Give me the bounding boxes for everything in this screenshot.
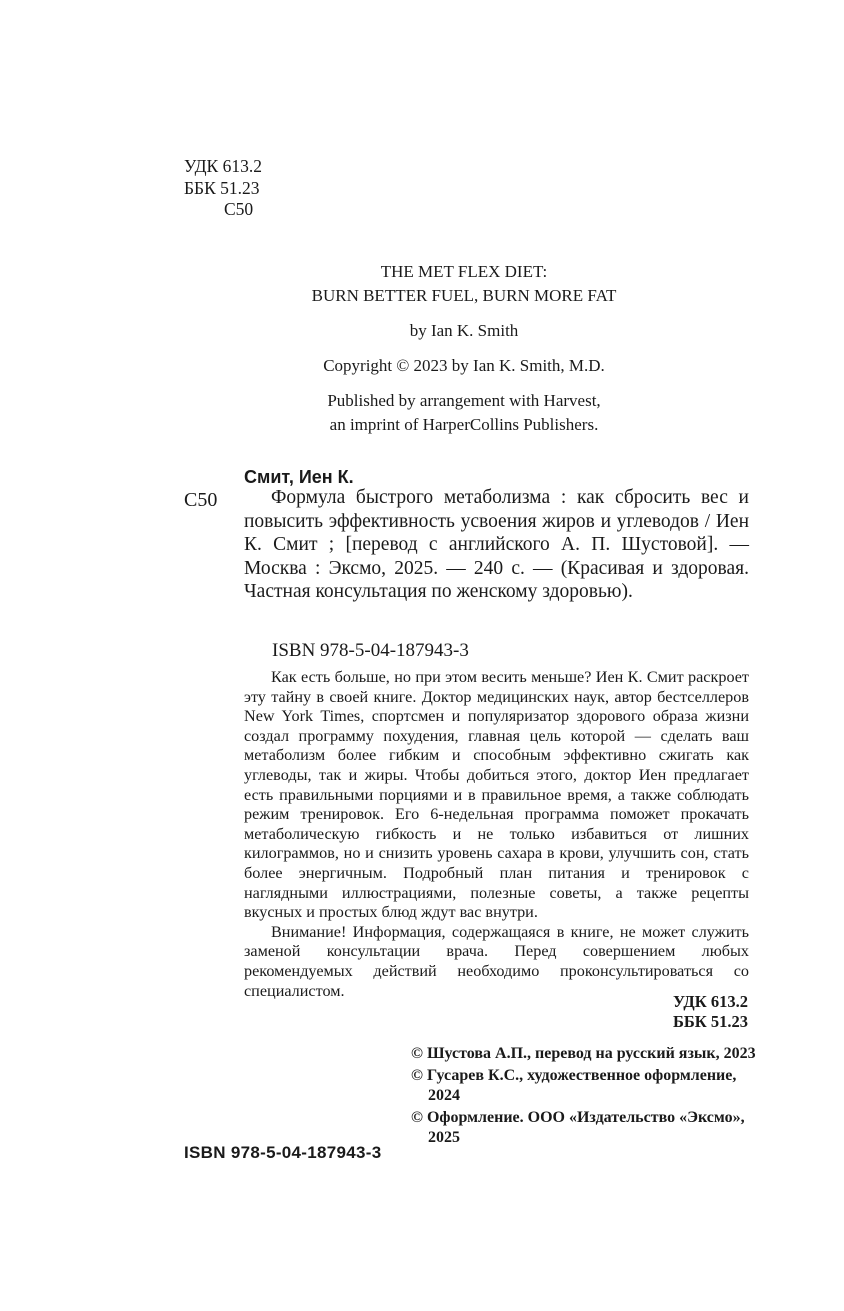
published-line2: an imprint of HarperCollins Publishers.: [329, 415, 599, 434]
original-title-line1: THE MET FLEX DIET:: [380, 262, 548, 281]
bib-description: Формула быстрого метаболизма : как сбросить вес и повысить эффективность усвоения жиров и углеводов / Иен К. Смит ; [перевод с английского А. П. Шустовой]. — Москва : Эксмо, 2025. — 240 с. — (Красивая и здоровая. Частная консультация по женскому здоровью).: [244, 487, 749, 602]
copyright-translation: © Шустова А.П., перевод на русский язык, 2023: [411, 1045, 756, 1062]
original-copyright: Copyright © 2023 by Ian K. Smith, M.D.: [323, 356, 605, 375]
bottom-bbk-code: ББК 51.23: [672, 1012, 748, 1031]
bbk-code: ББК 51.23: [184, 177, 260, 198]
author-mark-code: С50: [224, 199, 254, 219]
annotation-paragraph: Как есть больше, но при этом весить меньше? Иен К. Смит раскроет эту тайну в своей книге. Доктор медицинских наук, автор бестселлеров New York Times, спортсмен и популяризатор здорового образа жизни создал программу похудения, главная цель которой — сделать ваш метаболизм более гибким и способным эффективно сжигать как углеводы, так и жиры. Чтобы добиться этого, доктор Иен предлагает есть правильными порциями и в правильное время, а также соблюдать режим тренировок. Его 6-недельная программа поможет прокачать метаболическую гибкость и не только избавиться от лишних килограммов, но и снизить уровень сахара в крови, улучшить сон, стать более энергичным. Подробный план питания и тренировок с наглядными иллюстрациями, полезные советы, а также рецепты вкусных и простых блюд ждут вас внутри.: [244, 668, 749, 922]
bib-isbn: ISBN 978-5-04-187943-3: [272, 640, 469, 661]
copyright-notices: [411, 1044, 771, 1150]
bib-author-mark: С50: [184, 489, 218, 511]
original-byline: by Ian K. Smith: [409, 321, 519, 340]
isbn-footer: ISBN 978-5-04-187943-3: [184, 1143, 382, 1162]
original-title-line2: BURN BETTER FUEL, BURN MORE FAT: [311, 286, 617, 305]
original-edition-info: [244, 260, 684, 437]
bottom-udk-code: УДК 613.2: [672, 992, 748, 1011]
copyright-art-design: © Гусарев К.С., художественное оформление, 2024: [411, 1067, 737, 1104]
published-line1: Published by arrangement with Harvest,: [327, 391, 601, 410]
classification-block: [184, 156, 262, 221]
udk-code: УДК 613.2: [184, 156, 262, 176]
copyright-publisher: © Оформление. ООО «Издательство «Эксмо», 2025: [411, 1109, 745, 1146]
bottom-classification: [560, 992, 748, 1032]
bib-author-heading: Смит, Иен К.: [244, 467, 354, 487]
annotation: [244, 668, 749, 1001]
annotation-warning: Внимание! Информация, содержащаяся в книге, не может служить заменой консультации врача. Перед совершением любых рекомендуемых действий необходимо проконсультироваться со специалистом.: [244, 922, 749, 1000]
